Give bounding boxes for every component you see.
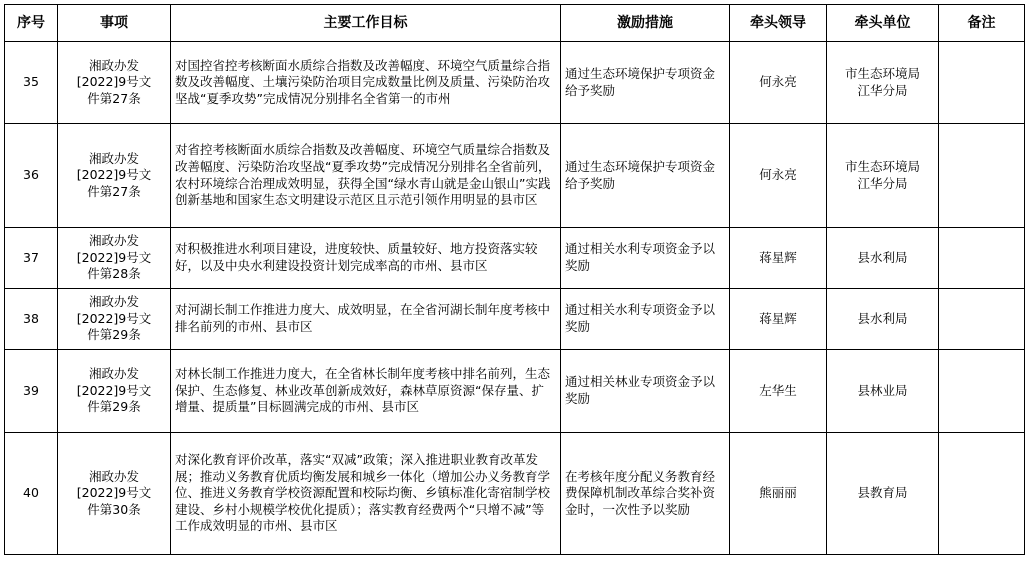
header-item: 事项	[58, 5, 171, 42]
row-goal: 对积极推进水利项目建设，进度较快、质量较好、地方投资落实较好，以及中央水利建设投资计划完成率高的市州、县市区	[171, 228, 561, 289]
row-incentive: 通过生态环境保护专项资金给予奖励	[561, 124, 730, 228]
row-leader: 蒋星辉	[730, 289, 827, 350]
incentive-policy-table	[4, 4, 1025, 555]
row-document-ref: 湘政办发 [2022]9号文 件第29条	[58, 289, 171, 350]
row-note	[939, 124, 1025, 228]
row-document-ref: 湘政办发 [2022]9号文 件第28条	[58, 228, 171, 289]
row-unit: 县教育局	[827, 433, 939, 555]
row-incentive: 通过相关林业专项资金予以奖励	[561, 350, 730, 433]
row-document-ref: 湘政办发 [2022]9号文 件第29条	[58, 350, 171, 433]
table-row	[5, 124, 1025, 228]
table-header-row	[5, 5, 1025, 42]
table-row	[5, 350, 1025, 433]
row-number: 39	[5, 350, 58, 433]
row-number: 37	[5, 228, 58, 289]
row-unit: 县水利局	[827, 289, 939, 350]
row-note	[939, 42, 1025, 124]
header-note: 备注	[939, 5, 1025, 42]
header-goal: 主要工作目标	[171, 5, 561, 42]
row-leader: 熊丽丽	[730, 433, 827, 555]
header-unit: 牵头单位	[827, 5, 939, 42]
row-unit: 市生态环境局 江华分局	[827, 42, 939, 124]
row-document-ref: 湘政办发 [2022]9号文 件第27条	[58, 42, 171, 124]
row-goal: 对河湖长制工作推进力度大、成效明显，在全省河湖长制年度考核中排名前列的市州、县市区	[171, 289, 561, 350]
row-unit: 县水利局	[827, 228, 939, 289]
header-leader: 牵头领导	[730, 5, 827, 42]
row-document-ref: 湘政办发 [2022]9号文 件第27条	[58, 124, 171, 228]
row-note	[939, 289, 1025, 350]
row-leader: 何永亮	[730, 124, 827, 228]
row-leader: 左华生	[730, 350, 827, 433]
row-number: 36	[5, 124, 58, 228]
row-number: 35	[5, 42, 58, 124]
row-incentive: 通过相关水利专项资金予以奖励	[561, 289, 730, 350]
row-leader: 何永亮	[730, 42, 827, 124]
row-incentive: 在考核年度分配义务教育经费保障机制改革综合奖补资金时，一次性予以奖励	[561, 433, 730, 555]
table-row	[5, 289, 1025, 350]
row-incentive: 通过相关水利专项资金予以奖励	[561, 228, 730, 289]
header-num: 序号	[5, 5, 58, 42]
row-unit: 市生态环境局 江华分局	[827, 124, 939, 228]
row-goal: 对省控考核断面水质综合指数及改善幅度、环境空气质量综合指数及改善幅度、污染防治攻坚战“夏季攻势”完成情况分别排名全省前列，农村环境综合治理成效明显，获得全国“绿水青山就是金山银山”实践创新基地和国家生态文明建设示范区且示范引领作用明显的县市区	[171, 124, 561, 228]
table-row	[5, 228, 1025, 289]
row-goal: 对深化教育评价改革，落实“双减”政策；深入推进职业教育改革发展；推动义务教育优质均衡发展和城乡一体化（增加公办义务教育学位、推进义务教育学校资源配置和校际均衡、乡镇标准化寄宿制学校建设、乡村小规模学校优化提质）；落实教育经费两个“只增不减”等工作成效明显的市州、县市区	[171, 433, 561, 555]
row-note	[939, 228, 1025, 289]
row-goal: 对国控省控考核断面水质综合指数及改善幅度、环境空气质量综合指数及改善幅度、土壤污染防治项目完成数量比例及质量、污染防治攻坚战“夏季攻势”完成情况分别排名全省第一的市州	[171, 42, 561, 124]
row-number: 38	[5, 289, 58, 350]
row-unit: 县林业局	[827, 350, 939, 433]
table-row	[5, 433, 1025, 555]
row-note	[939, 433, 1025, 555]
row-note	[939, 350, 1025, 433]
row-leader: 蒋星辉	[730, 228, 827, 289]
row-document-ref: 湘政办发 [2022]9号文 件第30条	[58, 433, 171, 555]
header-incentive: 激励措施	[561, 5, 730, 42]
row-incentive: 通过生态环境保护专项资金给予奖励	[561, 42, 730, 124]
row-goal: 对林长制工作推进力度大，在全省林长制年度考核中排名前列，生态保护、生态修复、林业改革创新成效好，森林草原资源“保存量、扩增量、提质量”目标圆满完成的市州、县市区	[171, 350, 561, 433]
row-number: 40	[5, 433, 58, 555]
table-row	[5, 42, 1025, 124]
